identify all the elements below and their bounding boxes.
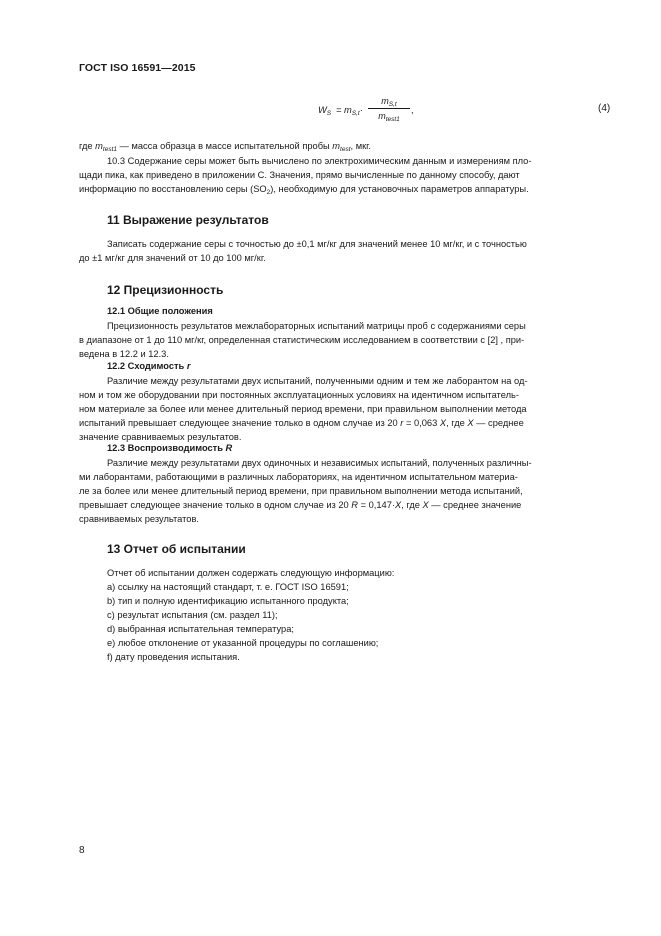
s12-3-line4-d: — среднее значение: [428, 500, 522, 510]
p10-3-line1: 10.3 Содержание серы может быть вычислено по электрохимическим данным и измерениям пло-: [107, 156, 532, 166]
s12-2-line3: ном материале за более или менее длительный период времени, при правильном выполнении метода: [79, 404, 527, 414]
where-m1: m: [95, 141, 103, 151]
s12-2-line4-c: , где: [446, 418, 468, 428]
s12-1-line2: в диапазоне от 1 до 110 мг/кг, определенная статистическим исследованием в соответствии с [2] , при-: [79, 335, 525, 345]
s12-2-line4-d: — среднее: [473, 418, 524, 428]
s12-3-r: R: [351, 500, 359, 510]
s12-3-x2: X: [422, 500, 429, 510]
formula-den-sub: test1: [385, 116, 400, 123]
s13-item-f: f) дату проведения испытания.: [107, 652, 240, 662]
s12-3-line2: ми лаборантами, работающими в различных лабораториях, на идентичном испытательном материа-: [79, 472, 518, 482]
formula-num-sub: S,t: [388, 101, 397, 108]
s12-2-title: [107, 361, 190, 371]
p10-3-line3: [79, 182, 529, 196]
s12-1-title: 12.1 Общие положения: [107, 306, 213, 316]
s13-item-a: a) ссылку на настоящий стандарт, т. е. ГОСТ ISO 16591;: [107, 582, 349, 592]
formula-lhs: [318, 103, 331, 117]
s12-3-line4-c: , где: [401, 500, 423, 510]
s12-2-line2: ном и том же оборудовании при постоянных эксплуатационных условиях на идентичном испытатель-: [79, 390, 519, 400]
formula-numerator: [368, 96, 410, 106]
s11-line2: до ±1 мг/кг для значений от 10 до 100 мг/кг.: [79, 253, 266, 263]
s12-3-title: [107, 443, 232, 453]
s12-1-line1: Прецизионность результатов межлабораторных испытаний матрицы проб с содержаниями серы: [107, 321, 526, 331]
s12-2-x2: X: [467, 418, 474, 428]
s12-3-line4-b: = 0,147·: [358, 500, 395, 510]
s12-3-line4: [79, 498, 521, 512]
where-m2-sub: test: [340, 146, 351, 153]
p10-3-line2: щади пика, как приведено в приложении С. Значения, прямо вычисленные по данному способу, дают: [79, 170, 520, 180]
s12-3-symbol: R: [225, 443, 233, 453]
section-12-title: 12 Прецизионность: [107, 283, 224, 297]
fraction-bar: [368, 108, 410, 109]
formula-lhs-symbol: W: [318, 105, 327, 115]
s12-2-r: r: [400, 418, 404, 428]
where-prefix: где: [79, 141, 96, 151]
formula-den-symbol: m: [378, 111, 386, 121]
where-suffix: , мкг.: [350, 141, 371, 151]
formula-num-symbol: m: [381, 96, 389, 106]
s12-2-line4-b: = 0,063: [403, 418, 440, 428]
where-m2: m: [332, 141, 341, 151]
s13-item-b: b) тип и полную идентификацию испытанного продукта;: [107, 596, 349, 606]
s12-1-line3: ведена в 12.2 и 12.3.: [79, 349, 169, 359]
s12-3-x: X: [394, 500, 402, 510]
where-line: [79, 139, 371, 153]
s12-2-x: X: [439, 418, 447, 428]
s12-3-title-text: 12.3 Воспроизводимость: [107, 443, 226, 453]
p10-3-line3-b: ), необходимую для установочных параметров аппаратуры.: [270, 184, 529, 194]
s12-2-line5: значение сравниваемых результатов.: [79, 432, 242, 442]
s12-2-line4-a: испытаний превышает следующее значение только в одном случае из 20: [79, 418, 401, 428]
s12-2-title-text: 12.2 Сходимость: [107, 361, 187, 371]
section-13-title: 13 Отчет об испытании: [107, 542, 246, 556]
document-header: ГОСТ ISO 16591—2015: [79, 62, 196, 74]
formula-m-sub: S,t: [351, 110, 360, 117]
s12-3-line4-a: превышает следующее значение только в одном случае из 20: [79, 500, 352, 510]
s12-3-line1: Различие между результатами двух одиночных и независимых испытаний, полученных различны-: [107, 458, 532, 468]
s12-2-symbol: r: [186, 361, 191, 371]
so2-sub: 2: [266, 189, 271, 196]
s13-item-e: e) любое отклонение от указанной процедуры по соглашению;: [107, 638, 379, 648]
formula-denominator: [368, 111, 410, 121]
s12-2-line4: [79, 416, 524, 430]
s12-3-line3: ле за более или менее длительный период времени, при правильном выполнении метода испытаний,: [79, 486, 523, 496]
s12-3-line5: сравниваемых результатов.: [79, 514, 199, 524]
page-number: 8: [79, 845, 85, 856]
s13-item-c: c) результат испытания (см. раздел 11);: [107, 610, 278, 620]
where-text: — масса образца в массе испытательной пробы: [117, 141, 333, 151]
formula-dot: ·: [359, 105, 363, 115]
formula-comma: ,: [411, 105, 414, 115]
section-11-title: 11 Выражение результатов: [107, 213, 269, 227]
s13-intro: Отчет об испытании должен содержать следующую информацию:: [107, 568, 395, 578]
formula-eq: [336, 103, 363, 117]
formula-fraction: [368, 96, 410, 121]
s13-item-d: d) выбранная испытательная температура;: [107, 624, 294, 634]
where-m1-sub: test1: [102, 146, 117, 153]
p10-3-line3-a: информацию по восстановлению серы (SO: [79, 184, 267, 194]
formula-eq-text: = m: [336, 105, 352, 115]
s12-2-line1: Различие между результатами двух испытаний, полученными одним и тем же лаборантом на од-: [107, 376, 528, 386]
s11-line1: Записать содержание серы с точностью до ±0,1 мг/кг для значений менее 10 мг/кг, и с точностью: [107, 239, 527, 249]
formula-number: (4): [598, 103, 611, 114]
formula-lhs-sub: S: [326, 110, 332, 117]
